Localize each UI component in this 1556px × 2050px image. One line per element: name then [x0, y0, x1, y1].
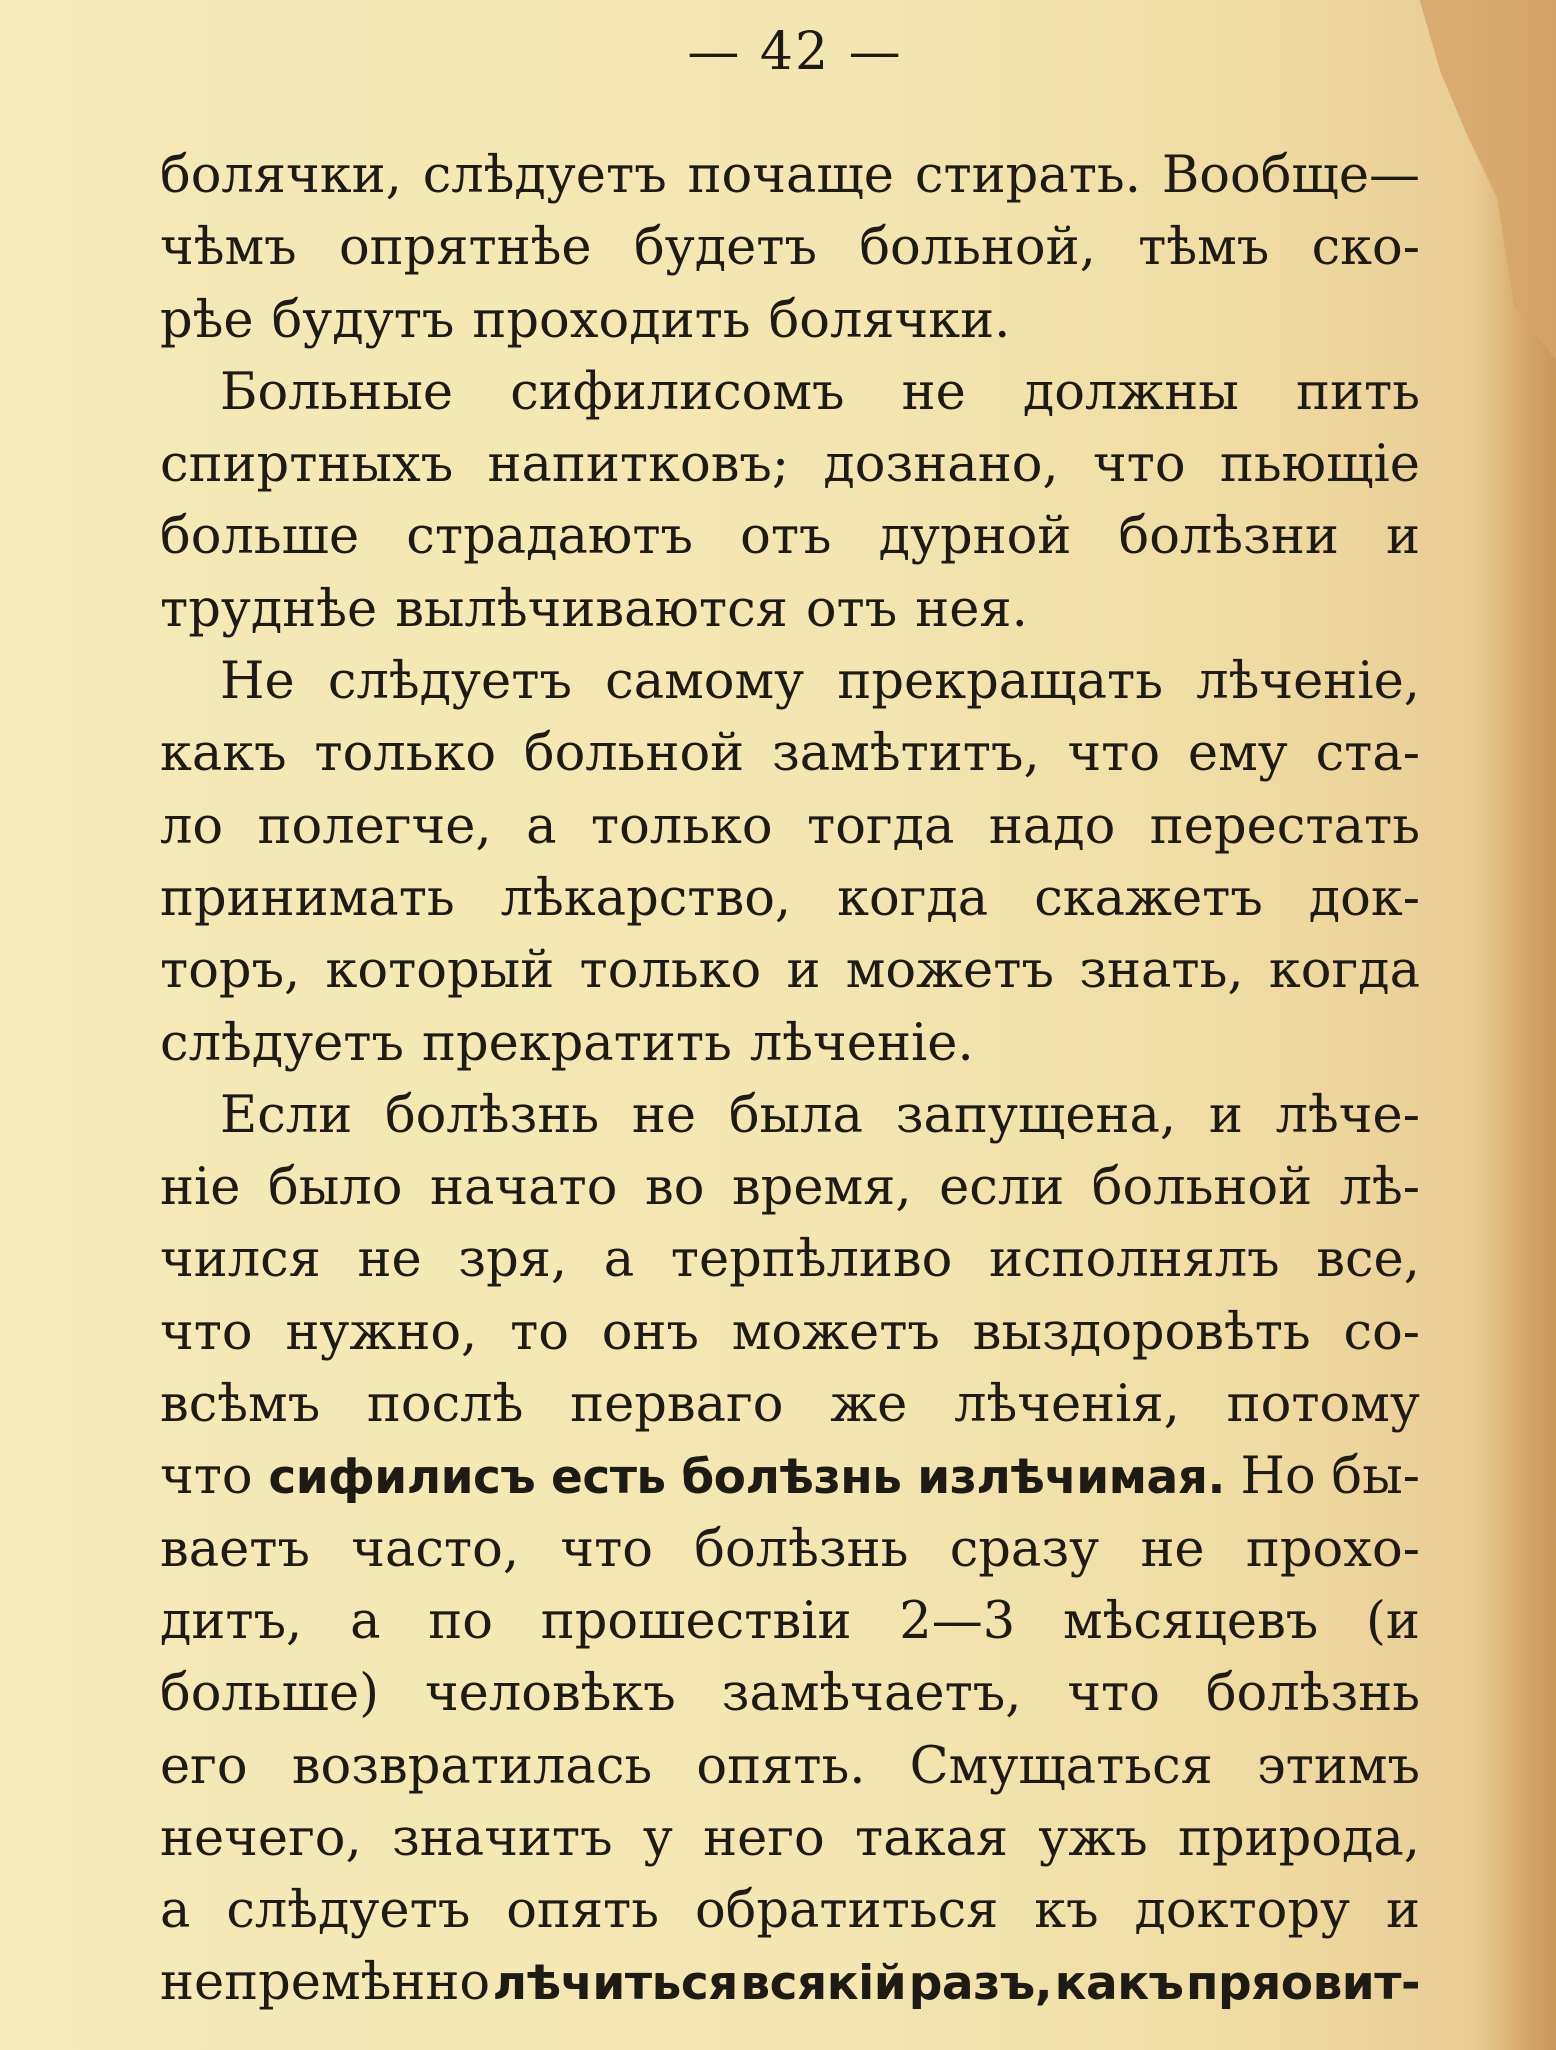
word: болячки, — [160, 146, 402, 205]
word: замѣчаетъ, — [721, 1664, 1022, 1724]
emphasized-word: какъ — [1054, 1956, 1184, 2012]
text-line — [160, 1586, 1420, 1658]
word: этимъ — [1257, 1736, 1420, 1796]
word: лѣченіе, — [1196, 652, 1420, 712]
word: не — [901, 362, 966, 422]
word: бы- — [1331, 1447, 1420, 1507]
word: и — [1208, 1085, 1243, 1145]
emphasized-word: излѣчимая. — [917, 1450, 1225, 1506]
word: а — [526, 796, 557, 856]
word: когда — [1268, 941, 1420, 1001]
word: дознано, — [823, 435, 1059, 495]
text-line — [160, 1008, 1420, 1080]
word: Но — [1240, 1447, 1316, 1507]
word: пить — [1296, 362, 1420, 422]
word: прохо- — [1245, 1519, 1420, 1579]
text-line — [160, 1080, 1420, 1152]
word: слѣдуетъ — [226, 1881, 471, 1941]
word: такая — [855, 1808, 1009, 1868]
word: то — [510, 1302, 569, 1362]
word: Не — [220, 652, 295, 712]
emphasized-word: всякій — [740, 1956, 907, 2012]
word: доктору — [1134, 1881, 1351, 1941]
word: нужно, — [285, 1302, 478, 1362]
word: замѣтитъ, — [771, 724, 1040, 784]
word: была — [728, 1085, 863, 1145]
word: лѣкарство, — [500, 868, 792, 928]
word: и — [786, 941, 821, 1001]
word: больной — [523, 724, 745, 784]
word: Больные — [220, 362, 454, 422]
word: послѣ — [366, 1375, 524, 1435]
word: торъ, — [160, 941, 301, 1001]
word: отъ — [740, 507, 832, 567]
word: прекратить — [421, 1013, 732, 1073]
word: скажетъ — [1034, 868, 1263, 928]
text-line — [160, 357, 1420, 429]
word: что — [160, 1447, 253, 1507]
word: почаще — [687, 146, 894, 205]
word: больше) — [160, 1664, 380, 1724]
word: значитъ — [391, 1808, 613, 1868]
word: и — [1386, 507, 1420, 567]
text-line — [160, 935, 1420, 1007]
word: док- — [1308, 868, 1420, 928]
word: принимать — [160, 868, 455, 928]
word: когда — [837, 868, 989, 928]
word: только — [314, 724, 497, 784]
word: не — [357, 1230, 422, 1290]
word: выздоровѣть — [972, 1302, 1311, 1362]
word: ему — [1187, 724, 1288, 784]
text-line — [160, 1947, 1420, 2019]
word: полегче, — [257, 796, 492, 856]
word: а — [603, 1230, 635, 1290]
text-line — [160, 212, 1420, 284]
text-line — [160, 1658, 1420, 1730]
text-line — [160, 1369, 1420, 1441]
word: больной, — [859, 218, 1096, 278]
word: него — [703, 1808, 825, 1868]
word: ско- — [1311, 218, 1420, 278]
word: а — [350, 1591, 381, 1651]
word: время, — [731, 1158, 912, 1218]
word: болѣзни — [1118, 507, 1339, 567]
word: человѣкъ — [424, 1664, 676, 1724]
word: что — [560, 1519, 653, 1579]
word: возвратилась — [291, 1736, 653, 1796]
word: болѣзнь — [694, 1519, 909, 1579]
word: опять. — [696, 1736, 866, 1796]
word: чился — [160, 1230, 321, 1290]
word: напитковъ; — [487, 435, 790, 495]
word: къ — [1034, 1881, 1099, 1941]
word: лѣченія, — [954, 1375, 1180, 1435]
emphasized-word: пряовит- — [1185, 1956, 1420, 2012]
word: только — [579, 941, 762, 1001]
word: часто, — [351, 1519, 520, 1579]
word: по — [428, 1591, 493, 1651]
word: страдаютъ — [406, 507, 693, 567]
word: непремѣнно — [160, 1953, 491, 2013]
word: и — [1385, 1881, 1420, 1941]
word: что — [1067, 724, 1161, 784]
word: (и — [1366, 1591, 1420, 1651]
word: можетъ — [731, 1302, 940, 1362]
word: дитъ, — [160, 1591, 303, 1651]
word: перваго — [570, 1375, 784, 1435]
word: у — [642, 1808, 673, 1868]
word: надо — [988, 796, 1116, 856]
emphasized-word: сифилисъ — [268, 1450, 536, 1506]
word: проходить — [472, 290, 751, 350]
word: слѣдуетъ — [160, 1013, 404, 1073]
word: потому — [1226, 1375, 1420, 1435]
word: что — [160, 1302, 253, 1362]
word: болѣзнь — [384, 1085, 600, 1145]
word: Смущаться — [909, 1736, 1213, 1796]
word: все, — [1316, 1230, 1420, 1290]
word: что — [1092, 435, 1186, 495]
word: ніе — [160, 1158, 241, 1218]
text-line — [160, 1731, 1420, 1803]
word: ло — [160, 796, 224, 856]
word: прекращать — [837, 652, 1163, 712]
word: сразу — [949, 1519, 1100, 1579]
word: всѣмъ — [160, 1375, 321, 1435]
word: Вообще— — [1161, 146, 1420, 205]
word: не — [631, 1085, 697, 1145]
word: будетъ — [633, 218, 817, 278]
text-line — [160, 863, 1420, 935]
word: слѣдуетъ — [327, 652, 572, 712]
word: лѣче- — [1275, 1085, 1420, 1145]
word: дурной — [878, 507, 1072, 567]
text-line — [160, 1514, 1420, 1586]
body-text — [160, 140, 1420, 2020]
text-line — [160, 1875, 1420, 1947]
word: было — [268, 1158, 403, 1218]
text-line — [160, 1297, 1420, 1369]
word: 2—3 — [899, 1591, 1016, 1651]
word: опрятнѣе — [338, 218, 592, 278]
text-line — [160, 791, 1420, 863]
word: со- — [1343, 1302, 1420, 1362]
emphasized-word: разъ, — [908, 1956, 1053, 2012]
word: исполнялъ — [988, 1230, 1280, 1290]
word: во — [644, 1158, 705, 1218]
text-line — [160, 140, 1420, 212]
word: его — [160, 1736, 248, 1796]
word: пьющіе — [1219, 435, 1420, 495]
word: чѣмъ — [160, 218, 297, 278]
word: труднѣе — [160, 579, 378, 639]
word: больной — [1091, 1158, 1313, 1218]
word: отъ — [805, 579, 898, 639]
emphasized-word: есть — [550, 1450, 666, 1506]
word: не — [1140, 1519, 1205, 1579]
text-line — [160, 646, 1420, 718]
word: можетъ — [845, 941, 1054, 1001]
text-line — [160, 501, 1420, 573]
text-line — [160, 1224, 1420, 1296]
word: же — [830, 1375, 908, 1435]
word: тогда — [806, 796, 955, 856]
word: будутъ — [271, 290, 455, 350]
word: что — [1067, 1664, 1160, 1724]
word: болячки. — [768, 290, 1011, 350]
word: природа, — [1177, 1808, 1420, 1868]
word: который — [325, 941, 555, 1001]
word: лѣ- — [1339, 1158, 1420, 1218]
word: какъ — [160, 724, 287, 784]
word: Если — [220, 1085, 353, 1145]
word: слѣдуетъ — [422, 146, 667, 205]
text-line — [160, 1441, 1420, 1513]
word: нечего, — [160, 1808, 362, 1868]
word: если — [939, 1158, 1065, 1218]
word: ваетъ — [160, 1519, 310, 1579]
word: рѣе — [160, 290, 254, 350]
word: вылѣчиваются — [395, 579, 788, 639]
word: стирать. — [914, 146, 1141, 205]
word: мѣсяцевъ — [1062, 1591, 1319, 1651]
word: только — [590, 796, 773, 856]
word: знать, — [1079, 941, 1244, 1001]
word: ста- — [1315, 724, 1420, 784]
text-line — [160, 429, 1420, 501]
text-line — [160, 285, 1420, 357]
word: запущена, — [895, 1085, 1177, 1145]
word: больше — [160, 507, 360, 567]
word: а — [160, 1881, 191, 1941]
word: ужъ — [1038, 1808, 1148, 1868]
emphasized-word: болѣзнь — [681, 1450, 902, 1506]
word: болѣзнь — [1205, 1664, 1420, 1724]
word: тѣмъ — [1138, 218, 1270, 278]
text-line — [160, 574, 1420, 646]
word: обратиться — [694, 1881, 999, 1941]
text-line — [160, 1803, 1420, 1875]
word: терпѣливо — [670, 1230, 953, 1290]
word: прошествіи — [540, 1591, 852, 1651]
word: зря, — [458, 1230, 568, 1290]
page-number: — 42 — — [687, 22, 903, 82]
word: опять — [506, 1881, 660, 1941]
word: онъ — [601, 1302, 699, 1362]
word: самому — [605, 652, 805, 712]
word: начато — [429, 1158, 618, 1218]
text-line — [160, 718, 1420, 790]
word: должны — [1022, 362, 1239, 422]
word: перестать — [1149, 796, 1420, 856]
text-line — [160, 1152, 1420, 1224]
word: нея. — [915, 579, 1028, 639]
word: спиртныхъ — [160, 435, 454, 495]
word: сифилисомъ — [510, 362, 845, 422]
word: лѣченіе. — [749, 1013, 974, 1073]
emphasized-word: лѣчиться — [492, 1956, 738, 2012]
